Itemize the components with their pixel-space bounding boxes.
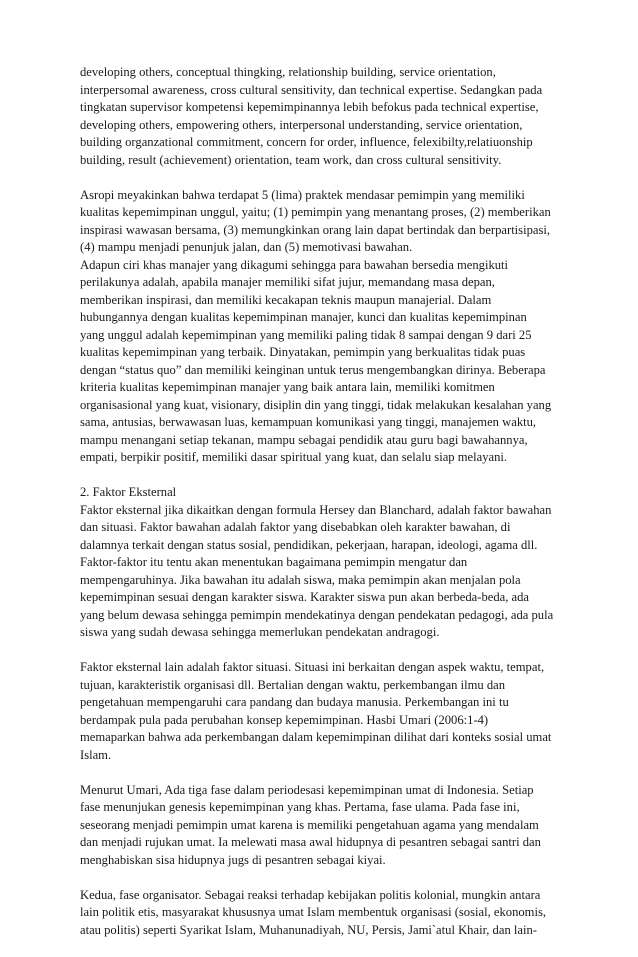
text-line: sama, antusias, berwawasan luas, kemampuan komunikasi yang tinggi, manajemen waktu, xyxy=(80,415,537,429)
text-line: Adapun ciri khas manajer yang dikagumi sehingga para bawahan bersedia mengikuti xyxy=(80,257,509,272)
paragraph-ciri-khas xyxy=(80,257,570,467)
text-line: Asropi meyakinkan bahwa terdapat 5 (lima) praktek mendasar pemimpin yang memiliki xyxy=(80,187,525,202)
text-line: dan situasi. Faktor bawahan adalah faktor yang disebabkan oleh karakter bawahan, di xyxy=(80,520,511,534)
text-line: yang belum dewasa sehingga pemimpin mendekatinya dengan pendekatan pedagogi, ada pula xyxy=(80,607,554,622)
text-line: memberikan inspirasi, dan memiliki kecakapan teknis maupun manajerial. Dalam xyxy=(80,292,492,307)
text-line: seseorang menjadi pemimpin umat karena is memiliki pengetahuan agama yang mendalam xyxy=(80,817,539,832)
text-line: perilakunya adalah, apabila manajer memiliki sifat jujur, memandang masa depan, xyxy=(80,275,495,289)
paragraph-competency xyxy=(80,64,570,169)
text-line: tujuan, karakteristik organisasi dll. Bertalian dengan waktu, perkembangan ilmu dan xyxy=(80,677,506,692)
text-line: kepemimpinan sesuai dengan karakter siswa. Karakter siswa pun akan berbeda-beda, ada xyxy=(80,590,529,604)
text-line: Menurut Umari, Ada tiga fase dalam periodesasi kepemimpinan umat di Indonesia. Setiap xyxy=(80,782,534,797)
text-line: interpersomal awareness, cross cultural sensitivity, dan technical expertise. Sedangkan pada xyxy=(80,82,543,97)
paragraph-faktor-situasi xyxy=(80,659,570,764)
paragraph-umari xyxy=(80,782,570,870)
text-line: building organzational commitment, concern for order, influence, felexibilty,relatiuonship xyxy=(80,135,533,149)
text-line: dengan “status quo” dan memiliki keinginan untuk terus mengembangkan dirinya. Beberapa xyxy=(80,362,546,377)
text-line: memaparkan bahwa ada perkembangan dalam kepemimpinan dilihat dari konteks sosial umat xyxy=(80,730,552,744)
text-line: mempengaruhinya. Jika bawahan itu adalah siswa, maka pemimpin akan menjalan pola xyxy=(80,572,521,587)
text-line: berdampak pula pada perubahan konsep kepemimpinan. Hasbi Umari (2006:1-4) xyxy=(80,712,489,727)
text-line: Faktor eksternal jika dikaitkan dengan formula Hersey dan Blanchard, adalah faktor bawahan xyxy=(80,502,552,517)
text-line: kualitas kepemimpinan unggul, yaitu; (1) pemimpin yang menantang proses, (2) memberikan xyxy=(80,205,551,219)
text-line: yang unggul adalah kepemimpinan yang memiliki paling tidak 8 sampai dengan 9 dari 25 xyxy=(80,327,532,342)
text-line: empati, berpikir positif, memiliki dasar spiritual yang kuat, dan selalu siap melayani. xyxy=(80,450,508,464)
text-line: siswa yang sudah dewasa sehingga memerlukan pendekatan andragogi. xyxy=(80,625,440,639)
document-page xyxy=(80,64,570,957)
text-line: hubungannya dengan kualitas kepemimpinan manajer, kunci dan kualitas kepemimpinan xyxy=(80,310,527,324)
paragraph-asropi xyxy=(80,187,570,257)
text-line: Islam. xyxy=(80,747,112,762)
text-line: organisasional yang kuat, visionary, disiplin din yang tinggi, tidak melakukan kesalahan yang xyxy=(80,397,552,412)
text-line: atau politis) seperti Syarikat Islam, Muhanunadiyah, NU, Persis, Jami`atul Khair, dan lain- xyxy=(80,922,537,937)
text-line: Faktor-faktor itu tentu akan menentukan bagaimana pemimpin mengatur dan xyxy=(80,555,468,569)
text-line: tingkatan supervisor kompetensi kepemimpinannya lebih befokus pada technical expertise, xyxy=(80,100,539,114)
text-line: Kedua, fase organisator. Sebagai reaksi terhadap kebijakan politis kolonial, mungkin antara xyxy=(80,887,541,902)
text-line: dalamnya terkait dengan status sosial, pendidikan, pekerjaan, harapan, ideologi, agama dll. xyxy=(80,537,538,552)
paragraph-faktor-eksternal xyxy=(80,484,570,642)
text-line: developing others, conceptual thingking, relationship building, service orientation, xyxy=(80,65,496,79)
text-line: pengetahuan mempengaruhi cara pandang dan budaya manusia. Perkembangan ini tu xyxy=(80,695,509,709)
text-line: building, result (achievement) orientation, team work, dan cross cultural sensitivity. xyxy=(80,152,502,167)
text-line: mampu menangani setiap tekanan, mampu sebagai pendidik atau guru bagi bawahannya, xyxy=(80,432,528,447)
text-line: lain politik etis, masyarakat khususnya umat Islam membentuk organisasi (sosial, ekonomis, xyxy=(80,905,547,919)
text-line: menghabiskan sisa hidupnya jugs di pesantren sebagai kiyai. xyxy=(80,852,386,867)
text-line: (4) mampu menjadi penunjuk jalan, dan (5) memotivasi bawahan. xyxy=(80,240,413,254)
text-line: fase menunjukan genesis kepemimpinan yang khas. Pertama, fase ulama. Pada fase ini, xyxy=(80,800,520,814)
text-line: dan menjadi rujukan umat. Ia melewati masa awal hidupnya di pesantren sebagai santri dan xyxy=(80,835,541,849)
paragraph-organisator xyxy=(80,887,570,940)
text-line: 2. Faktor Eksternal xyxy=(80,485,177,499)
text-line: Faktor eksternal lain adalah faktor situasi. Situasi ini berkaitan dengan aspek waktu, tempat, xyxy=(80,660,545,674)
text-line: kualitas kepemimpinan yang terbaik. Dinyatakan, pemimpin yang berkualitas tidak puas xyxy=(80,345,526,359)
text-line: inspirasi wawasan bersama, (3) memungkinkan orang lain dapat bertindak dan berpartisipasi, xyxy=(80,222,551,237)
text-line: developing others, empowering others, interpersonal understanding, service orientation, xyxy=(80,117,523,132)
text-line: kriteria kualitas kepemimpinan manajer yang baik antara lain, memiliki komitmen xyxy=(80,380,495,394)
